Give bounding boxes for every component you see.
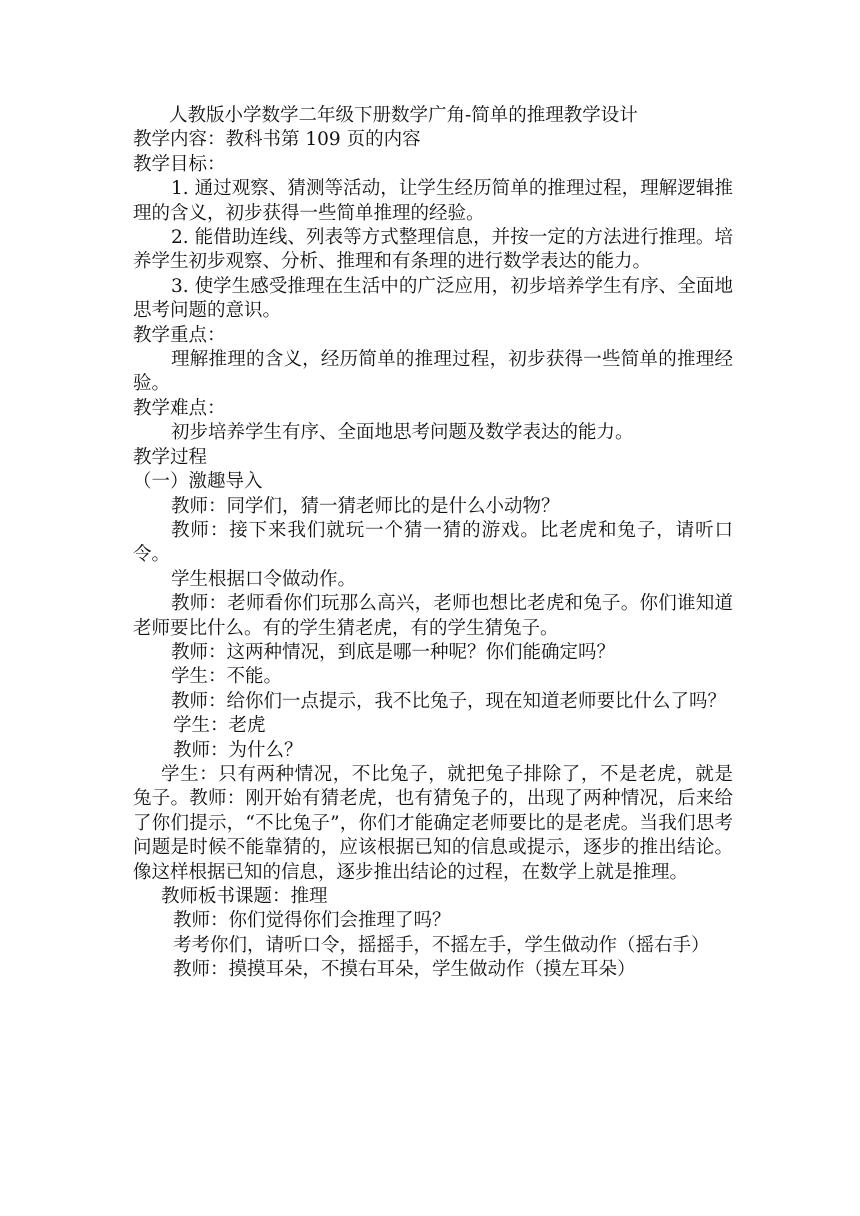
document-body	[133, 104, 733, 983]
dialogue-line: 教师：接下来我们就玩一个猜一猜的游戏。比老虎和兔子，请听口令。	[133, 519, 733, 566]
key-points-heading: 教学重点：	[133, 324, 226, 346]
dialogue-line: 学生：不能。	[171, 666, 283, 688]
dialogue-line: 教师：这两种情况，到底是哪一种呢？你们能确定吗？	[171, 641, 616, 663]
dialogue-line: 学生：老虎	[173, 715, 266, 737]
teaching-content: 教学内容：教科书第 109 页的内容	[133, 129, 421, 151]
objective-3: 3. 使学生感受推理在生活中的广泛应用，初步培养学生有序、全面地思考问题的意识。	[133, 275, 733, 322]
dialogue-paragraph: 学生：只有两种情况，不比兔子，就把兔子排除了，不是老虎，就是兔子。教师：刚开始有猜老虎，也有猜兔子的，出现了两种情况，后来给了你们提示，“不比兔子”，你们才能确定老师要比的是老虎。当我们思考问题是时候不能靠猜的，应该根据已知的信息或提示，逐步的推出结论。像这样根据已知的信息，逐步推出结论的过程，在数学上就是推理。	[133, 763, 733, 883]
dialogue-line: 教师：为什么？	[173, 739, 303, 761]
dialogue-line: 学生根据口令做动作。	[171, 568, 357, 590]
dialogue-line: 教师：老师看你们玩那么高兴，老师也想比老虎和兔子。你们谁知道老师要比什么。有的学生猜老虎，有的学生猜兔子。	[133, 593, 733, 639]
dialogue-line: 考考你们，请听口令，摇摇手，不摇左手，学生做动作（摇右手）	[173, 934, 710, 956]
dialogue-line: 教师：你们觉得你们会推理了吗？	[173, 910, 451, 932]
difficulties-text: 初步培养学生有序、全面地思考问题及数学表达的能力。	[171, 422, 634, 444]
objectives-heading: 教学目标：	[133, 153, 226, 175]
objective-2: 2. 能借助连线、列表等方式整理信息，并按一定的方法进行推理。培养学生初步观察、分析、推理和有条理的进行数学表达的能力。	[133, 227, 733, 273]
document-title: 人教版小学数学二年级下册数学广角-简单的推理教学设计	[169, 105, 638, 126]
blackboard-title-line: 教师板书课题：推理	[161, 886, 328, 907]
key-points-text: 理解推理的含义，经历简单的推理过程，初步获得一些简单的推理经验。	[133, 349, 733, 395]
process-heading: 教学过程	[133, 446, 208, 468]
section-intro-heading: （一）激趣导入	[133, 471, 263, 493]
dialogue-line: 教师：同学们，猜一猜老师比的是什么小动物？	[171, 495, 560, 517]
dialogue-line: 教师：给你们一点提示，我不比兔子，现在知道老师要比什么了吗？	[171, 690, 727, 712]
objective-1: 1. 通过观察、猜测等活动，让学生经历简单的推理过程，理解逻辑推理的含义，初步获得一些简单推理的经验。	[133, 178, 733, 224]
dialogue-line: 教师：摸摸耳朵，不摸右耳朵，学生做动作（摸左耳朵）	[173, 959, 636, 981]
difficulties-heading: 教学难点：	[133, 397, 226, 419]
